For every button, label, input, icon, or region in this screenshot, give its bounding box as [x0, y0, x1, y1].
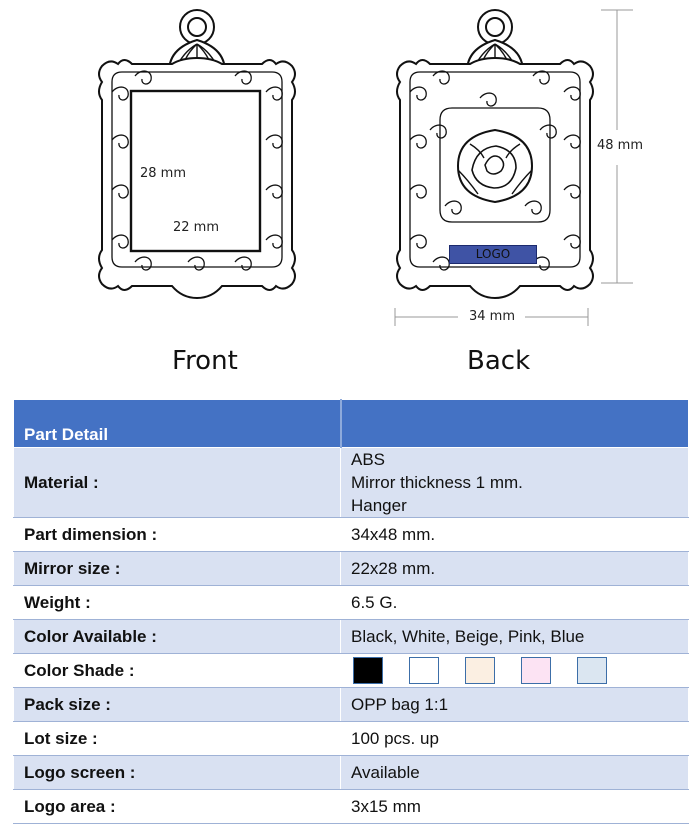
table-row-pack-size [14, 688, 689, 722]
table-row-material [14, 448, 689, 518]
row-value: 3x15 mm [341, 790, 689, 824]
blue-swatch [577, 657, 607, 684]
row-key: Lot size : [14, 722, 341, 756]
rose-icon [458, 130, 532, 202]
row-value: 34x48 mm. [341, 518, 689, 552]
mirror-width-label: 22 mm [173, 220, 220, 235]
row-value: Available [341, 756, 689, 790]
row-value: OPP bag 1:1 [341, 688, 689, 722]
mirror-frame-illustration [0, 0, 700, 395]
table-row-logo-area [14, 790, 689, 824]
row-value: 22x28 mm. [341, 552, 689, 586]
row-key: Mirror size : [14, 552, 341, 586]
color-shade-cell [341, 654, 689, 688]
material-line-1: ABS [351, 450, 386, 469]
row-key: Material : [14, 448, 341, 518]
beige-swatch [465, 657, 495, 684]
white-swatch [409, 657, 439, 684]
back-view-label: Back [467, 346, 531, 376]
row-value: Black, White, Beige, Pink, Blue [341, 620, 689, 654]
logo-placeholder: LOGO [449, 245, 537, 264]
table-row-color-shade [14, 654, 689, 688]
row-key: Part dimension : [14, 518, 341, 552]
material-line-2: Mirror thickness 1 mm. [351, 473, 523, 492]
row-key: Logo screen : [14, 756, 341, 790]
table-row-mirror-size [14, 552, 689, 586]
table-row-weight [14, 586, 689, 620]
color-swatches [351, 657, 678, 684]
row-key: Weight : [14, 586, 341, 620]
table-row-lot-size [14, 722, 689, 756]
table-header-title: Part Detail [14, 400, 341, 448]
back-width-label: 34 mm [469, 309, 516, 324]
row-key: Logo area : [14, 790, 341, 824]
product-drawings [0, 0, 700, 395]
table-header-row [14, 400, 689, 448]
table-header-blank [341, 400, 689, 448]
row-value: 100 pcs. up [341, 722, 689, 756]
mirror-height-label: 28 mm [140, 166, 187, 181]
back-height-label: 48 mm [597, 138, 644, 153]
row-key: Color Available : [14, 620, 341, 654]
row-value: 6.5 G. [341, 586, 689, 620]
table-row-part-dimension [14, 518, 689, 552]
pink-swatch [521, 657, 551, 684]
part-detail-table [13, 399, 689, 824]
material-value [341, 448, 689, 518]
row-key: Color Shade : [14, 654, 341, 688]
material-line-3: Hanger [351, 496, 407, 515]
table-row-logo-screen [14, 756, 689, 790]
table-row-color-available [14, 620, 689, 654]
front-view-label: Front [172, 346, 238, 376]
black-swatch [353, 657, 383, 684]
row-key: Pack size : [14, 688, 341, 722]
